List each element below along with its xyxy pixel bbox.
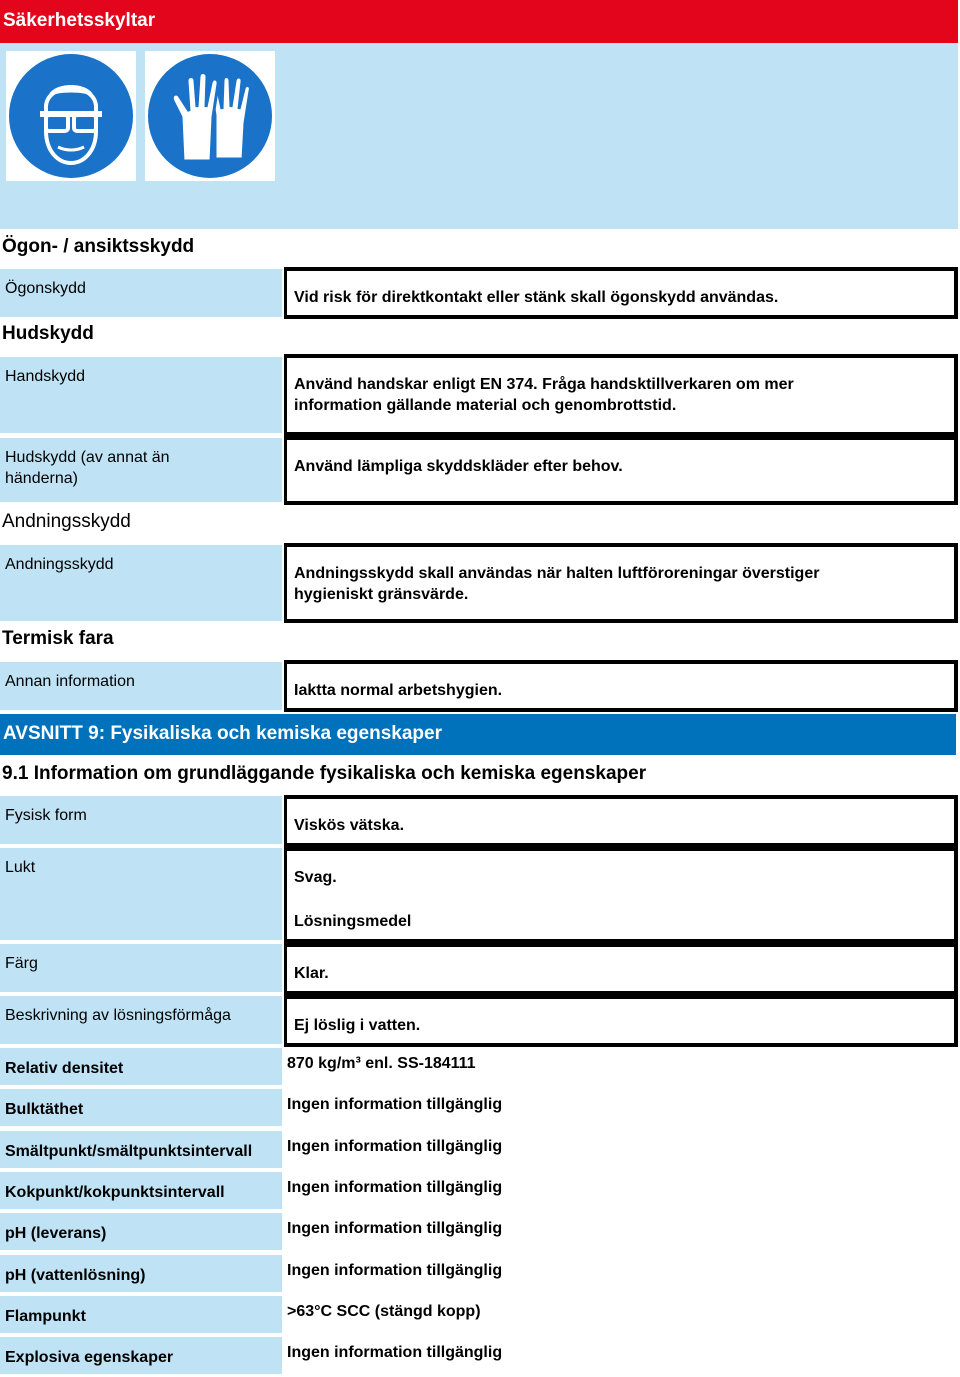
other-information-label: Annan information xyxy=(5,673,135,690)
physical-form-value: Viskös vätska. xyxy=(294,817,405,834)
property-label: Smältpunkt/smältpunktsintervall xyxy=(5,1143,253,1160)
other-information-value-box xyxy=(284,660,958,712)
body-protection-value-box xyxy=(284,436,958,505)
property-value: Ingen information tillgänglig xyxy=(287,1096,503,1113)
property-label-cell xyxy=(0,1089,282,1126)
property-value: Ingen information tillgänglig xyxy=(287,1179,503,1196)
color-label: Färg xyxy=(5,955,38,972)
gloves-sign-icon xyxy=(145,51,275,181)
odor-label: Lukt xyxy=(5,859,36,876)
solubility-value-box xyxy=(284,995,958,1047)
body-protection-label-line-2: händerna) xyxy=(5,470,78,487)
odor-value-line-1: Svag. xyxy=(294,869,337,886)
physical-form-value-box xyxy=(284,795,958,847)
property-label: Relativ densitet xyxy=(5,1060,124,1077)
odor-label-cell xyxy=(0,848,282,940)
property-value: 870 kg/m³ enl. SS-184111 xyxy=(287,1055,476,1072)
skin-protection-heading: Hudskydd xyxy=(2,323,94,344)
property-label: Bulktäthet xyxy=(5,1101,84,1118)
respiratory-protection-label-cell xyxy=(0,545,282,621)
section-9-subtitle: 9.1 Information om grundläggande fysikaliska och kemiska egenskaper xyxy=(2,763,647,784)
property-label: Flampunkt xyxy=(5,1308,86,1325)
hand-protection-label: Handskydd xyxy=(5,368,86,385)
respiratory-protection-value-line-2: hygieniskt gränsvärde. xyxy=(294,586,469,603)
other-information-label-cell xyxy=(0,662,282,710)
color-value: Klar. xyxy=(294,965,329,982)
physical-form-label: Fysisk form xyxy=(5,807,87,824)
property-label-cell xyxy=(0,1337,282,1374)
property-label: Kokpunkt/kokpunktsintervall xyxy=(5,1184,225,1201)
body-protection-value: Använd lämpliga skyddskläder efter behov. xyxy=(294,458,623,475)
solubility-value: Ej löslig i vatten. xyxy=(294,1017,421,1034)
safety-signs-panel xyxy=(0,43,958,229)
eye-protection-value: Vid risk för direktkontakt eller stänk skall ögonskydd användas. xyxy=(294,289,779,306)
body-protection-label-line-1: Hudskydd (av annat än xyxy=(5,449,170,466)
hand-protection-value-line-2: information gällande material och genombrottstid. xyxy=(294,397,677,414)
property-label-cell xyxy=(0,1296,282,1333)
section-header-bar xyxy=(0,0,958,43)
physical-form-label-cell xyxy=(0,796,282,844)
property-value: Ingen information tillgänglig xyxy=(287,1262,503,1279)
property-value: >63°C SCC (stängd kopp) xyxy=(287,1303,481,1320)
property-label: pH (leverans) xyxy=(5,1225,107,1242)
color-label-cell xyxy=(0,944,282,992)
odor-value-box xyxy=(284,847,958,943)
respiratory-protection-value-line-1: Andningsskydd skall användas när halten luftföroreningar överstiger xyxy=(294,565,820,582)
property-label-cell xyxy=(0,1172,282,1209)
eye-protection-label: Ögonskydd xyxy=(5,280,86,297)
hand-protection-label-cell xyxy=(0,357,282,433)
eye-protection-value-box xyxy=(284,267,958,319)
body-protection-label-cell xyxy=(0,438,282,502)
solubility-label-cell xyxy=(0,996,282,1044)
property-label: Explosiva egenskaper xyxy=(5,1349,174,1366)
respiratory-protection-label: Andningsskydd xyxy=(5,556,114,573)
section-9-title: AVSNITT 9: Fysikaliska och kemiska egenskaper xyxy=(3,723,442,744)
solubility-label: Beskrivning av lösningsförmåga xyxy=(5,1007,231,1024)
property-label-cell xyxy=(0,1255,282,1292)
thermal-hazard-heading: Termisk fara xyxy=(2,628,114,649)
eye-protection-sign-icon xyxy=(6,51,136,181)
eye-protection-label-cell xyxy=(0,269,282,317)
property-value: Ingen information tillgänglig xyxy=(287,1344,503,1361)
color-value-box xyxy=(284,943,958,995)
property-value: Ingen information tillgänglig xyxy=(287,1138,503,1155)
respiratory-protection-heading: Andningsskydd xyxy=(2,511,131,532)
property-label: pH (vattenlösning) xyxy=(5,1267,146,1284)
hand-protection-value-line-1: Använd handskar enligt EN 374. Fråga handsktillverkaren om mer xyxy=(294,376,794,393)
respiratory-protection-value-box xyxy=(284,543,958,623)
section-header-title: Säkerhetsskyltar xyxy=(3,10,156,31)
odor-value-line-2: Lösningsmedel xyxy=(294,913,412,930)
property-label-cell xyxy=(0,1213,282,1250)
section-9-header-bar xyxy=(0,714,956,755)
property-value: Ingen information tillgänglig xyxy=(287,1220,503,1237)
property-label-cell xyxy=(0,1131,282,1168)
hand-protection-value-box xyxy=(284,354,958,436)
property-label-cell xyxy=(0,1048,282,1085)
eye-face-protection-heading: Ögon- / ansiktsskydd xyxy=(2,236,195,257)
other-information-value: Iaktta normal arbetshygien. xyxy=(294,682,503,699)
